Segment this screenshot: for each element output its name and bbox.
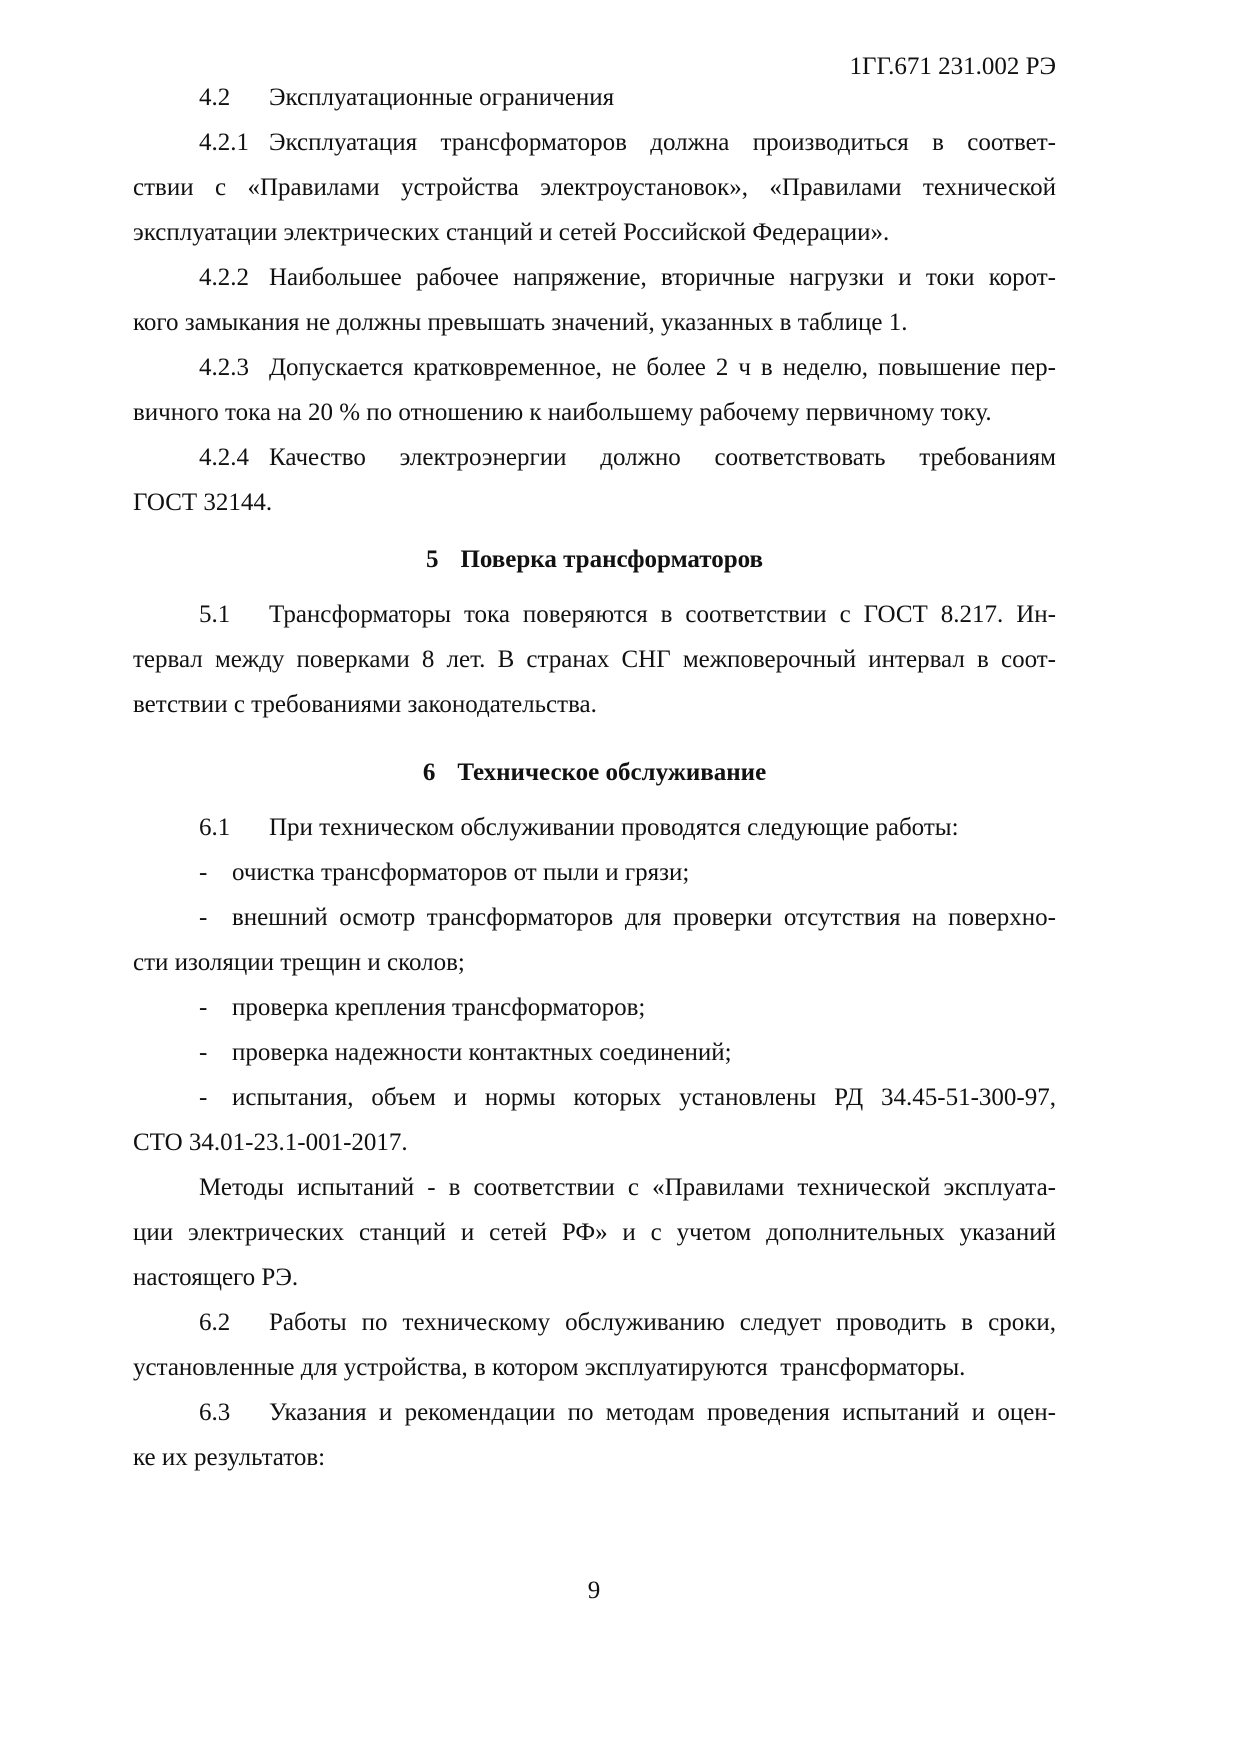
paragraph-4-2-1-line: эксплуатации электрических станций и сетей Российской Федерации». (133, 219, 890, 246)
section-5-heading (133, 545, 1056, 575)
paragraph-number: 4.2.4 (199, 444, 249, 471)
list-item-continuation: сти изоляции трещин и сколов; (133, 949, 465, 976)
paragraph-4-2-3-line (199, 353, 1056, 383)
paragraph-text: Указания и рекомендации по методам проведения испытаний и оцен- (269, 1399, 1056, 1426)
methods-paragraph-line: Методы испытаний - в соответствии с «Правилами технической эксплуата- (199, 1174, 1056, 1201)
page-number: 9 (587, 1577, 601, 1604)
paragraph-5-1-line: тервал между поверками 8 лет. В странах СНГ межповерочный интервал в соот- (133, 646, 1056, 673)
paragraph-6-3-line: ке их результатов: (133, 1444, 326, 1471)
section-number: 5 (425, 546, 439, 573)
bullet-dash: - (199, 859, 208, 886)
bullet-dash: - (199, 1039, 208, 1066)
section-number: 6 (422, 759, 436, 786)
paragraph-6-2-line: установленные для устройства, в котором эксплуатируются трансформаторы. (133, 1354, 966, 1381)
paragraph-number: 4.2.2 (199, 264, 249, 291)
methods-paragraph-line: ции электрических станций и сетей РФ» и с учетом дополнительных указаний (133, 1219, 1056, 1246)
paragraph-number: 6.3 (199, 1399, 231, 1426)
paragraph-6-3-line (199, 1398, 1056, 1428)
list-item-text: проверка крепления трансформаторов; (232, 994, 646, 1021)
paragraph-text: При техническом обслуживании проводятся следующие работы: (269, 814, 959, 841)
paragraph-4-2-4-line (199, 443, 1056, 473)
list-item (199, 858, 1056, 888)
bullet-dash: - (199, 904, 208, 931)
paragraph-4-2-4-line: ГОСТ 32144. (133, 489, 273, 516)
bullet-dash: - (199, 1084, 208, 1111)
document-code: 1ГГ.671 231.002 РЭ (849, 53, 1056, 80)
list-item (199, 993, 1056, 1023)
paragraph-text: Наибольшее рабочее напряжение, вторичные нагрузки и токи корот- (269, 264, 1056, 291)
paragraph-number: 4.2.1 (199, 129, 249, 156)
methods-paragraph-line: настоящего РЭ. (133, 1264, 299, 1291)
list-item-text: проверка надежности контактных соединений; (232, 1039, 732, 1066)
list-item-text: внешний осмотр трансформаторов для проверки отсутствия на поверхно- (232, 904, 1056, 931)
paragraph-text: Трансформаторы тока поверяются в соответствии с ГОСТ 8.217. Ин- (269, 601, 1056, 628)
section-6-heading (133, 758, 1056, 788)
paragraph-5-1-line (199, 600, 1056, 630)
paragraph-6-2-line (199, 1308, 1056, 1338)
paragraph-text: Эксплуатация трансформаторов должна производиться в соответ- (269, 129, 1056, 156)
section-number: 4.2 (199, 84, 231, 111)
paragraph-number: 5.1 (199, 601, 231, 628)
paragraph-5-1-line: ветствии с требованиями законодательства. (133, 691, 597, 718)
paragraph-4-2-3-line: вичного тока на 20 % по отношению к наибольшему рабочему первичному току. (133, 399, 992, 426)
list-item (199, 1038, 1056, 1068)
paragraph-4-2-2-line (199, 263, 1056, 293)
list-item (199, 1083, 1056, 1113)
paragraph-number: 6.2 (199, 1309, 231, 1336)
paragraph-text: Работы по техническому обслуживанию следует проводить в сроки, (269, 1309, 1056, 1336)
section-title: Эксплуатационные ограничения (269, 84, 615, 111)
bullet-dash: - (199, 994, 208, 1021)
section-title: Поверка трансформаторов (460, 546, 764, 573)
paragraph-4-2-2-line: кого замыкания не должны превышать значений, указанных в таблице 1. (133, 309, 908, 336)
paragraph-text: Допускается кратковременное, не более 2 ч в неделю, повышение пер- (269, 354, 1056, 381)
paragraph-4-2-1-line: ствии с «Правилами устройства электроустановок», «Правилами технической (133, 174, 1056, 201)
paragraph-number: 4.2.3 (199, 354, 249, 381)
section-title: Техническое обслуживание (457, 759, 767, 786)
list-item (199, 903, 1056, 933)
list-item-text: испытания, объем и нормы которых установлены РД 34.45-51-300-97, (232, 1084, 1056, 1111)
paragraph-6-1-intro (199, 813, 1056, 843)
list-item-text: очистка трансформаторов от пыли и грязи; (232, 859, 690, 886)
paragraph-text: Качество электроэнергии должно соответствовать требованиям (269, 444, 1056, 471)
paragraph-4-2-1-line (199, 128, 1056, 158)
subsection-4-2-title (199, 83, 1056, 113)
paragraph-number: 6.1 (199, 814, 231, 841)
list-item-continuation: СТО 34.01-23.1-001-2017. (133, 1129, 408, 1156)
